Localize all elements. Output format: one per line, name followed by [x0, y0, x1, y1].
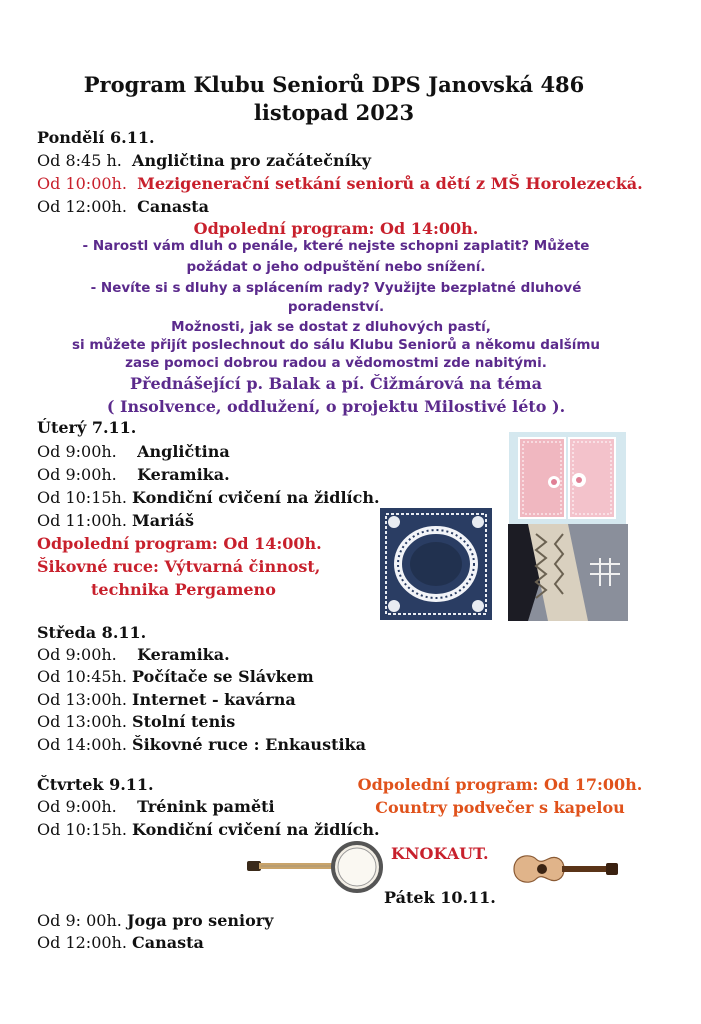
time-label: Od 13:00h. — [37, 712, 127, 731]
activity-label: Kondiční cvičení na židlích. — [132, 488, 380, 507]
time-label: Od 10:00h. — [37, 174, 127, 193]
time-label: Od 11:00h. — [37, 511, 127, 530]
afternoon-heading-thursday: Odpolední program: Od 17:00h. — [357, 775, 643, 794]
schedule-row — [37, 933, 204, 952]
time-label: Od 9:00h. — [37, 442, 117, 461]
time-label: Od 10:45h. — [37, 667, 127, 686]
schedule-row — [37, 511, 194, 530]
info-line: si můžete přijít poslechnout do sálu Klubu Seniorů a někomu dalšímu — [71, 337, 601, 353]
activity-label: Angličtina — [137, 442, 230, 461]
schedule-row — [37, 197, 209, 216]
activity-label: Internet - kavárna — [132, 690, 296, 709]
schedule-row — [37, 151, 371, 170]
pergameno-lace-strip-image — [508, 524, 628, 621]
speakers-line: Přednášející p. Balak a pí. Čižmárová na téma — [130, 374, 542, 393]
time-label: Od 9:00h. — [37, 465, 117, 484]
time-label: Od 13:00h. — [37, 690, 127, 709]
time-label: Od 10:15h. — [37, 488, 127, 507]
activity-label: Stolní tenis — [132, 712, 236, 731]
activity-label: Kondiční cvičení na židlích. — [132, 820, 380, 839]
afternoon-heading-monday: Odpolední program: Od 14:00h. — [193, 219, 479, 238]
time-label: Od 12:00h. — [37, 933, 127, 952]
time-label: Od 9:00h. — [37, 797, 117, 816]
page-title: Program Klubu Seniorů DPS Janovská 486 — [83, 72, 585, 97]
topic-line: ( Insolvence, oddlužení, o projektu Milostivé léto ). — [106, 397, 566, 416]
time-label: Od 9:00h. — [37, 645, 117, 664]
schedule-row — [37, 442, 230, 461]
info-line: - Nevíte si s dluhy a splácením rady? Využijte bezplatné dluhové — [90, 280, 582, 296]
day-heading-wednesday: Středa 8.11. — [37, 623, 147, 642]
time-label: Od 12:00h. — [37, 197, 127, 216]
time-label: Od 10:15h. — [37, 820, 127, 839]
schedule-row — [37, 174, 643, 193]
acoustic-guitar-icon — [508, 847, 620, 891]
activity-label: Canasta — [137, 197, 209, 216]
schedule-row — [37, 645, 230, 664]
event-line: KNOKAUT. — [391, 844, 489, 863]
time-label: Od 9: 00h. — [37, 911, 122, 930]
activity-label: Keramika. — [137, 465, 230, 484]
banjo-icon — [243, 837, 383, 897]
activity-label: Mariáš — [132, 511, 195, 530]
schedule-row — [37, 488, 380, 507]
time-label: Od 14:00h. — [37, 735, 127, 754]
page-subtitle: listopad 2023 — [253, 100, 415, 125]
activity-label: Šikovné ruce : Enkaustika — [132, 735, 366, 754]
activity-label: Joga pro seniory — [126, 911, 274, 930]
event-line: Country podvečer s kapelou — [375, 798, 625, 817]
activity-label: Keramika. — [137, 645, 230, 664]
info-line: - Narostl vám dluh o penále, které nejste schopni zaplatit? Můžete — [82, 238, 590, 254]
day-heading-monday: Pondělí 6.11. — [37, 128, 155, 147]
schedule-row — [37, 465, 230, 484]
activity-label: Trénink paměti — [137, 797, 275, 816]
day-heading-thursday: Čtvrtek 9.11. — [37, 775, 154, 794]
info-line: zase pomoci dobrou radou a vědomostmi zde nabitými. — [125, 355, 547, 371]
day-heading-tuesday: Úterý 7.11. — [37, 418, 137, 437]
activity-label: Počítače se Slávkem — [132, 667, 314, 686]
day-heading-friday: Pátek 10.11. — [384, 888, 496, 907]
activity-label: Mezigenerační setkání seniorů a dětí z MŠ Horolezecká. — [137, 174, 643, 193]
schedule-row — [37, 667, 314, 686]
schedule-row — [37, 797, 275, 816]
crafts-line: Šikovné ruce: Výtvarná činnost, — [37, 557, 321, 576]
activity-label: Angličtina pro začátečníky — [132, 151, 372, 170]
info-line: Možnosti, jak se dostat z dluhových pastí, — [171, 319, 491, 335]
schedule-row — [37, 712, 235, 731]
info-line: poradenství. — [287, 299, 385, 315]
schedule-row — [37, 690, 296, 709]
afternoon-heading-tuesday: Odpolední program: Od 14:00h. — [37, 534, 322, 553]
schedule-row — [37, 911, 273, 930]
pergameno-pink-card-image — [509, 432, 626, 524]
activity-label: Canasta — [132, 933, 204, 952]
info-line: požádat o jeho odpuštění nebo snížení. — [186, 259, 486, 275]
crafts-line: technika Pergameno — [91, 580, 276, 599]
schedule-row — [37, 735, 366, 754]
time-label: Od 8:45 h. — [37, 151, 122, 170]
pergameno-lace-square-image — [380, 508, 492, 620]
